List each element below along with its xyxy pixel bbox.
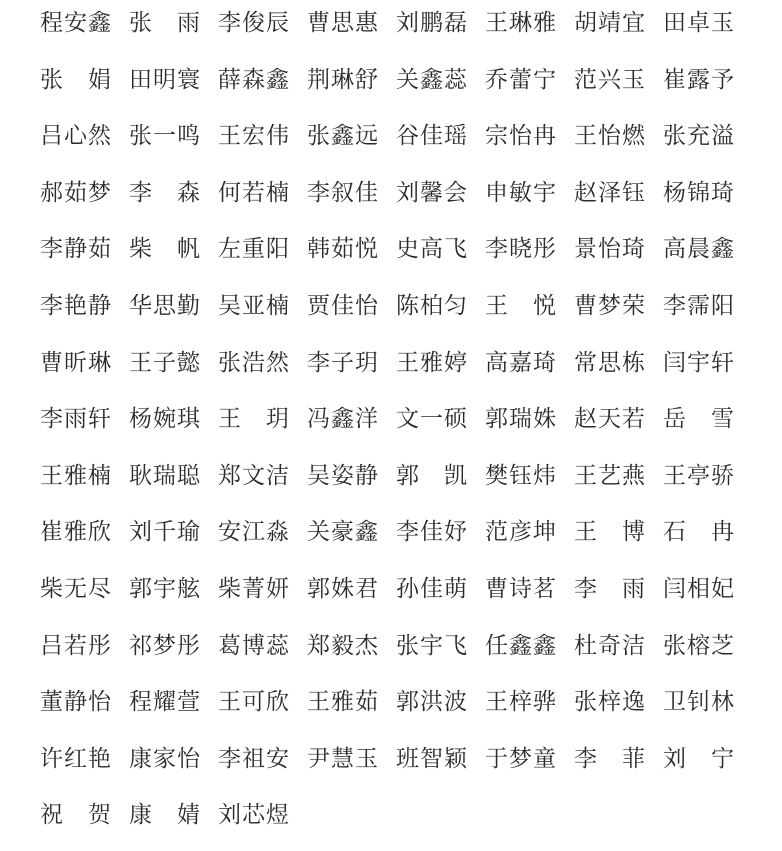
name-entry: 李佳妤: [396, 519, 468, 546]
name-entry: 吴亚楠: [218, 293, 290, 319]
name-entry: 樊钰炜: [485, 462, 557, 489]
name-entry: 郭洪波: [396, 689, 468, 716]
name-entry: 吕心然: [40, 123, 112, 150]
name-entry: 郝茹梦: [40, 179, 112, 206]
name-entry: 李 菲: [574, 745, 646, 772]
name-entry: 宗怡冉: [485, 123, 557, 150]
name-entry: 程安鑫: [40, 10, 112, 36]
name-entry: 申敏宇: [485, 179, 557, 206]
name-entry: 祝 贺: [40, 802, 112, 829]
name-entry: 崔露予: [663, 66, 735, 93]
name-entry: 张鑫远: [307, 123, 379, 150]
name-entry: 安江淼: [218, 519, 290, 546]
name-entry: 常思栋: [574, 349, 646, 376]
name-entry: 王 博: [574, 519, 646, 546]
name-entry: 冯鑫洋: [307, 406, 379, 433]
name-entry: 范彦坤: [485, 519, 557, 546]
name-entry: 关豪鑫: [307, 519, 379, 546]
name-entry: 闫相妃: [663, 576, 735, 602]
name-entry: 李霈阳: [663, 293, 735, 319]
name-entry: 石 冉: [663, 519, 735, 546]
name-entry: 柴无尽: [40, 576, 112, 602]
name-entry: 张一鸣: [129, 123, 201, 150]
name-entry: 王宏伟: [218, 123, 290, 150]
name-entry: 胡靖宜: [574, 10, 646, 36]
name-entry: 薛森鑫: [218, 66, 290, 93]
name-entry: 耿瑞聪: [129, 462, 201, 489]
name-entry: 任鑫鑫: [485, 632, 557, 659]
name-entry: 尹慧玉: [307, 745, 379, 772]
name-entry: 曹诗茗: [485, 576, 557, 602]
name-entry: 贾佳怡: [307, 293, 379, 319]
name-entry: 于梦童: [485, 745, 557, 772]
name-entry: 王亭骄: [663, 462, 735, 489]
name-entry: 赵天若: [574, 406, 646, 433]
name-entry: 刘馨会: [396, 179, 468, 206]
name-entry: 田明寰: [129, 66, 201, 93]
name-entry: 王 悦: [485, 293, 557, 319]
name-entry: 王怡燃: [574, 123, 646, 150]
name-entry: 卫钊林: [663, 689, 735, 716]
name-entry: 李祖安: [218, 745, 290, 772]
name-entry: 班智颖: [396, 745, 468, 772]
name-entry: 岳 雪: [663, 406, 735, 433]
name-entry: 崔雅欣: [40, 519, 112, 546]
name-entry: 董静怡: [40, 689, 112, 716]
name-entry: 张浩然: [218, 349, 290, 376]
name-entry: 刘鹏磊: [396, 10, 468, 36]
name-entry: 李俊辰: [218, 10, 290, 36]
name-entry: 葛博蕊: [218, 632, 290, 659]
name-entry: 范兴玉: [574, 66, 646, 93]
name-entry: 左重阳: [218, 236, 290, 263]
name-entry: 刘 宁: [663, 745, 735, 772]
name-entry: 王 玥: [218, 406, 290, 433]
name-entry: 许红艳: [40, 745, 112, 772]
name-entry: 吴姿静: [307, 462, 379, 489]
name-entry: 张榕芝: [663, 632, 735, 659]
name-entry: 郭 凯: [396, 462, 468, 489]
name-entry: 赵泽钰: [574, 179, 646, 206]
name-entry: 柴 帆: [129, 236, 201, 263]
name-entry: 史高飞: [396, 236, 468, 263]
name-entry: 王雅茹: [307, 689, 379, 716]
name-entry: 谷佳瑶: [396, 123, 468, 150]
name-entry: 杜奇洁: [574, 632, 646, 659]
name-entry: 张充溢: [663, 123, 735, 150]
name-entry: 高晨鑫: [663, 236, 735, 263]
name-entry: 孙佳萌: [396, 576, 468, 602]
name-entry: 曹昕琳: [40, 349, 112, 376]
name-entry: 荆琳舒: [307, 66, 379, 93]
name-entry: 郑毅杰: [307, 632, 379, 659]
name-entry: 刘千瑜: [129, 519, 201, 546]
name-entry: 李叙佳: [307, 179, 379, 206]
name-entry: 高嘉琦: [485, 349, 557, 376]
name-entry: 闫宇轩: [663, 349, 735, 376]
name-entry: 田卓玉: [663, 10, 735, 36]
name-entry: 关鑫蕊: [396, 66, 468, 93]
name-entry: 曹梦荣: [574, 293, 646, 319]
name-entry: 景怡琦: [574, 236, 646, 263]
name-entry: 李静茹: [40, 236, 112, 263]
name-entry: 郭宇舷: [129, 576, 201, 602]
name-entry: 吕若彤: [40, 632, 112, 659]
name-entry: 王艺燕: [574, 462, 646, 489]
name-entry: 王子懿: [129, 349, 201, 376]
name-entry: 刘芯煜: [218, 802, 290, 829]
name-entry: 王可欣: [218, 689, 290, 716]
name-entry: 华思勤: [129, 293, 201, 319]
name-entry: 张 雨: [129, 10, 201, 36]
name-entry: 程耀萱: [129, 689, 201, 716]
name-entry: 王雅楠: [40, 462, 112, 489]
name-entry: 曹思惠: [307, 10, 379, 36]
name-entry: 李子玥: [307, 349, 379, 376]
name-entry: 张梓逸: [574, 689, 646, 716]
name-entry: 陈柏匀: [396, 293, 468, 319]
name-entry: 文一硕: [396, 406, 468, 433]
name-entry: 康 婧: [129, 802, 201, 829]
name-entry: 李雨轩: [40, 406, 112, 433]
name-entry: 乔蕾宁: [485, 66, 557, 93]
name-entry: 张宇飞: [396, 632, 468, 659]
name-entry: 李 森: [129, 179, 201, 206]
name-entry: 杨婉琪: [129, 406, 201, 433]
name-entry: 李晓彤: [485, 236, 557, 263]
name-entry: 康家怡: [129, 745, 201, 772]
name-entry: 郭瑞姝: [485, 406, 557, 433]
name-entry: 李 雨: [574, 576, 646, 602]
name-entry: 郭姝君: [307, 576, 379, 602]
name-entry: 韩茹悦: [307, 236, 379, 263]
name-entry: 王琳雅: [485, 10, 557, 36]
name-entry: 李艳静: [40, 293, 112, 319]
name-entry: 杨锦琦: [663, 179, 735, 206]
name-entry: 何若楠: [218, 179, 290, 206]
name-entry: 王雅婷: [396, 349, 468, 376]
name-entry: 柴菁妍: [218, 576, 290, 602]
name-entry: 王梓骅: [485, 689, 557, 716]
name-entry: 祁梦彤: [129, 632, 201, 659]
name-entry: 郑文洁: [218, 462, 290, 489]
name-entry: 张 娟: [40, 66, 112, 93]
